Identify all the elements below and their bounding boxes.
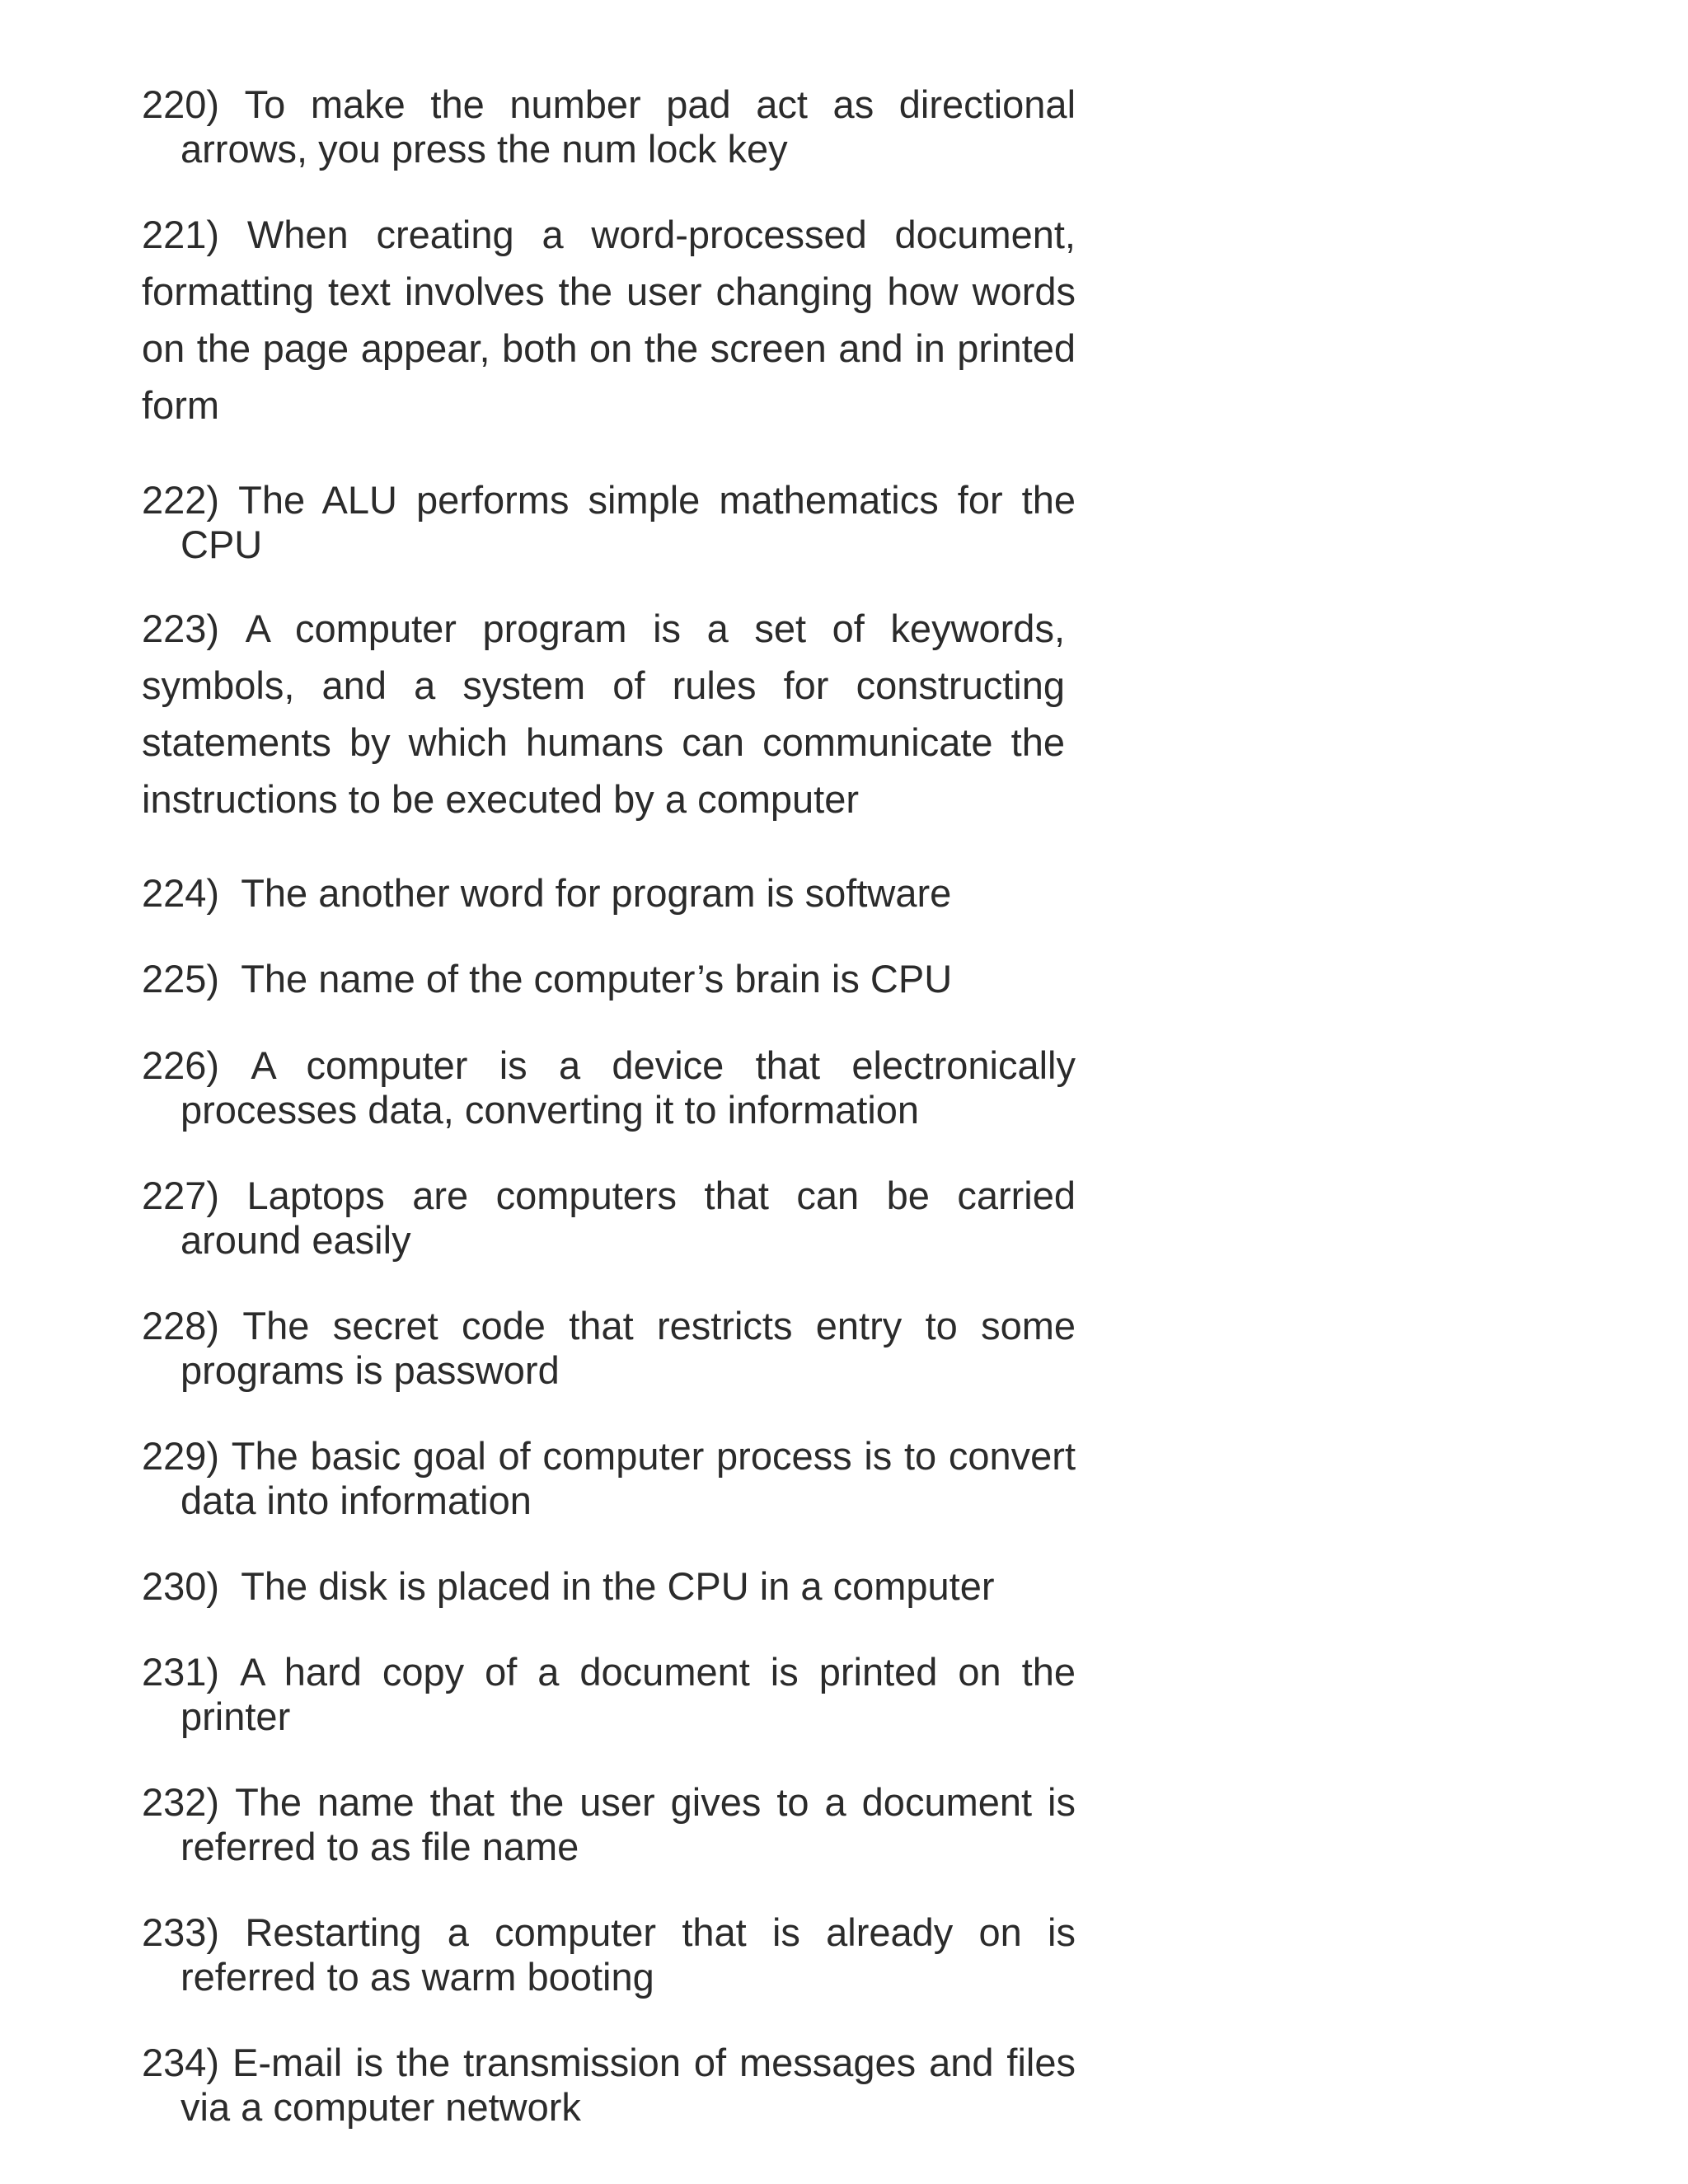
item-text: The name that the user gives to a document is (235, 1780, 1076, 1824)
list-item-line-1 (142, 1650, 1076, 1694)
item-text: A hard copy of a document is printed on the (240, 1650, 1076, 1694)
item-text-continued: referred to as warm booting (181, 1955, 654, 1999)
item-text-continued: arrows, you press the num lock key (181, 127, 788, 171)
item-number: 227) (142, 1174, 220, 1217)
item-text-continued: around easily (181, 1218, 411, 1262)
item-number: 231) (142, 1650, 220, 1694)
list-item (142, 2041, 1076, 2130)
list-item (142, 82, 1076, 171)
item-number: 229) (142, 1434, 220, 1478)
list-item-line-1 (142, 2041, 1076, 2085)
item-number: 226) (142, 1043, 220, 1087)
item-number: 232) (142, 1780, 220, 1824)
list-item (142, 1304, 1076, 1393)
item-number: 225) (142, 957, 220, 1001)
item-number: 221) (142, 213, 220, 256)
item-text: The secret code that restricts entry to some (242, 1304, 1076, 1347)
item-text: A computer is a device that electronically (251, 1043, 1076, 1087)
item-number: 230) (142, 1564, 220, 1608)
item-text: Laptops are computers that can be carried (246, 1174, 1076, 1217)
item-number: 223) (142, 607, 220, 650)
list-item (142, 1043, 1076, 1132)
item-text-continued: programs is password (181, 1348, 560, 1392)
list-item-line-1 (142, 1174, 1076, 1218)
list-item (142, 871, 1076, 916)
item-text: E-mail is the transmission of messages and files (232, 2041, 1076, 2084)
item-text-continued: via a computer network (181, 2085, 581, 2129)
item-text-continued: printer (181, 1694, 291, 1738)
list-item-line-1 (142, 1434, 1076, 1479)
item-number: 224) (142, 871, 220, 915)
list-item-line-1 (142, 1043, 1076, 1088)
item-text-continued: CPU (181, 523, 263, 566)
list-item (142, 600, 1065, 827)
item-number: 234) (142, 2041, 220, 2084)
list-item-line-1 (142, 1304, 1076, 1348)
list-item (142, 1910, 1076, 1999)
item-text: To make the number pad act as directional (244, 82, 1076, 126)
item-number: 228) (142, 1304, 220, 1347)
list-item (142, 1434, 1076, 1523)
item-text: The disk is placed in the CPU in a computer (241, 1564, 995, 1608)
item-text: Restarting a computer that is already on is (245, 1910, 1076, 1954)
list-item (142, 478, 1076, 567)
item-text-continued: data into information (181, 1479, 532, 1522)
list-item (142, 1174, 1076, 1263)
list-item (142, 1564, 1076, 1609)
item-text: The basic goal of computer process is to convert (231, 1434, 1076, 1478)
list-item-line-1 (142, 478, 1076, 523)
item-text-continued: referred to as file name (181, 1825, 579, 1868)
item-number: 220) (142, 82, 220, 126)
list-item-line-1 (142, 1910, 1076, 1955)
list-item-line-1 (142, 82, 1076, 127)
item-number: 222) (142, 478, 220, 522)
item-text-continued: processes data, converting it to information (181, 1088, 920, 1132)
list-item (142, 206, 1076, 434)
item-text: The name of the computer’s brain is CPU (241, 957, 953, 1001)
item-text: The another word for program is software (241, 871, 952, 915)
list-item (142, 957, 1076, 1001)
item-number: 233) (142, 1910, 220, 1954)
list-item (142, 1650, 1076, 1739)
list-item-line-1 (142, 1780, 1076, 1825)
list-item (142, 1780, 1076, 1869)
item-text: A computer program is a set of keywords, symbols, and a system of rules for constructing statements by which humans can communicate the instructions to be executed by a computer (142, 607, 1065, 821)
item-text: When creating a word-processed document, formatting text involves the user changing how words on the page appear, both on the screen and in printed form (142, 213, 1076, 427)
item-text: The ALU performs simple mathematics for the (238, 478, 1076, 522)
